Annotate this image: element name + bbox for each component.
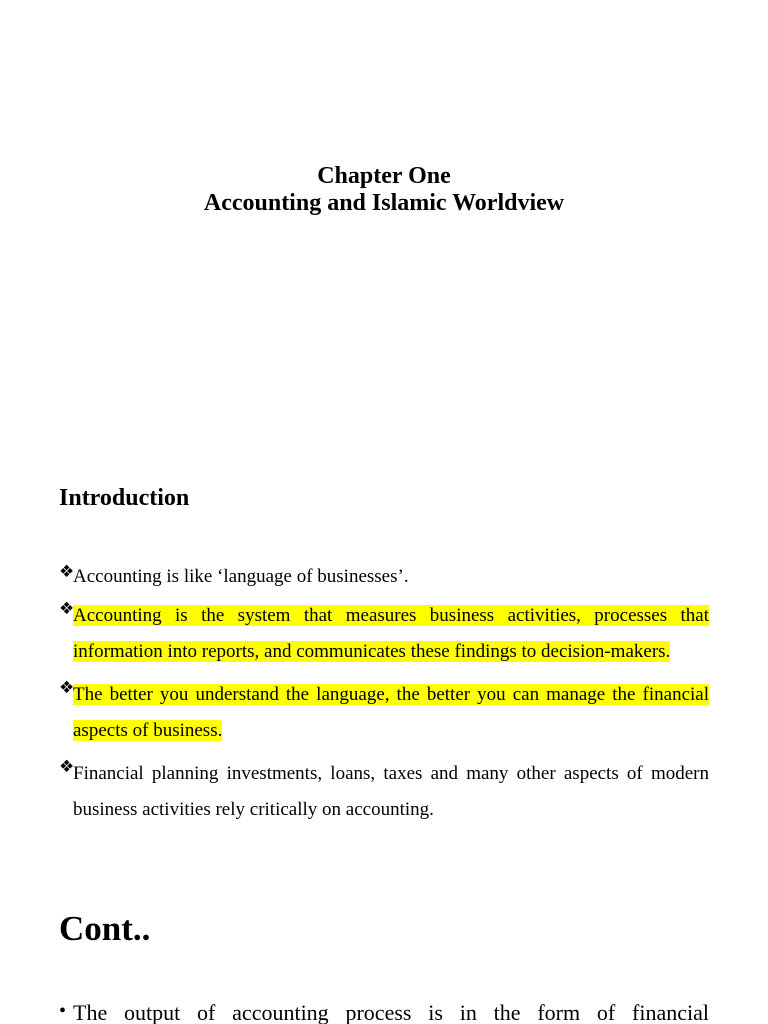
diamond-bullet-icon: ❖ bbox=[59, 757, 75, 777]
chapter-title bbox=[0, 163, 768, 217]
bullet-item-highlighted bbox=[59, 598, 709, 670]
chapter-number: Chapter One bbox=[317, 163, 451, 189]
chapter-name: Accounting and Islamic Worldview bbox=[203, 190, 565, 216]
introduction-bullet-list bbox=[59, 563, 709, 835]
bullet-text: The better you understand the language, the better you can manage the financial aspects of business. bbox=[73, 684, 709, 741]
bullet-text: Financial planning investments, loans, taxes and many other aspects of modern business activities rely critically on accounting. bbox=[73, 763, 709, 820]
cont-bullet-item bbox=[59, 996, 709, 1024]
bullet-item bbox=[59, 563, 709, 591]
bullet-item-highlighted bbox=[59, 677, 709, 749]
diamond-bullet-icon: ❖ bbox=[59, 599, 75, 619]
bullet-text: The output of accounting process is in the form of financial bbox=[73, 1000, 709, 1024]
diamond-bullet-icon: ❖ bbox=[59, 562, 75, 582]
bullet-text: Accounting is the system that measures business activities, processes that information into reports, and communicates these findings to decision-makers. bbox=[73, 605, 709, 662]
diamond-bullet-icon: ❖ bbox=[59, 678, 75, 698]
round-bullet-icon: • bbox=[59, 1000, 67, 1022]
introduction-heading: Introduction bbox=[59, 485, 190, 511]
bullet-text: Accounting is like ‘language of businesses’. bbox=[73, 566, 409, 587]
bullet-item bbox=[59, 756, 709, 828]
cont-heading: Cont.. bbox=[59, 909, 151, 948]
